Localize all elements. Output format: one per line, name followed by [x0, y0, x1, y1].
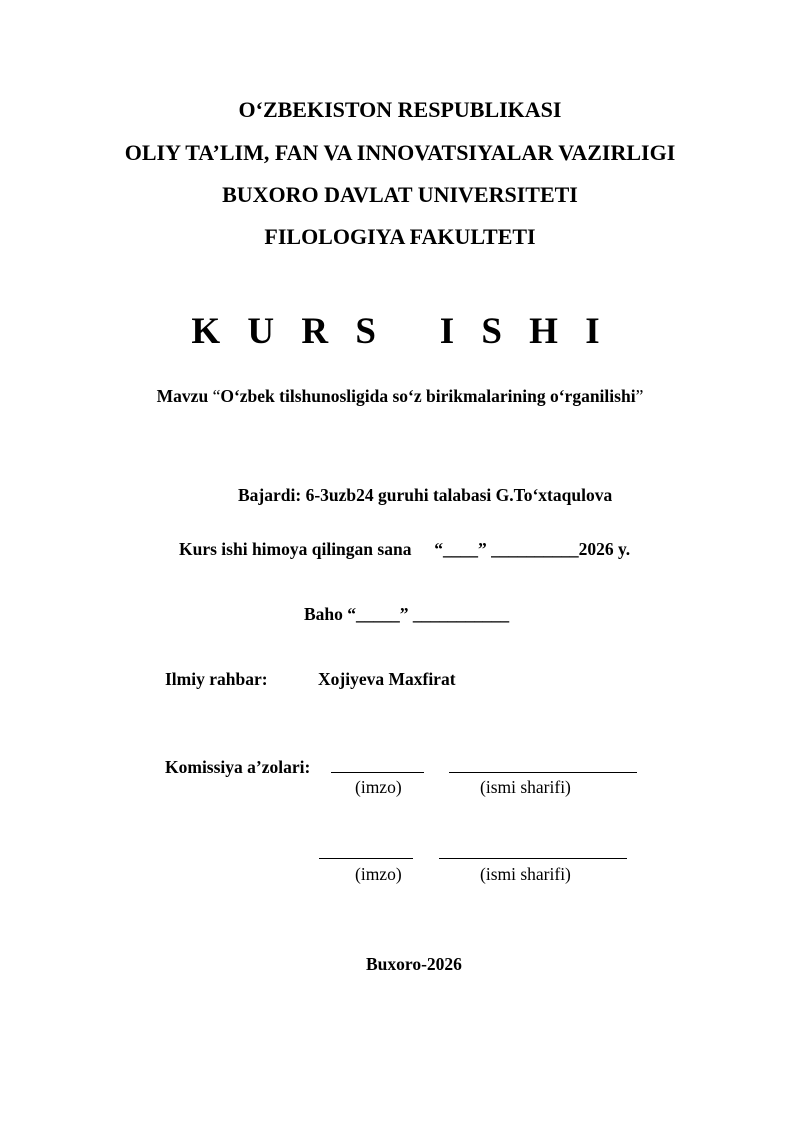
- grade-label: Baho: [304, 604, 343, 624]
- signature-caption-2: (imzo): [355, 864, 402, 884]
- place-year: Buxoro-2026: [366, 954, 462, 974]
- name-line-2: [439, 858, 627, 859]
- topic-text: O‘zbek tilshunosligida so‘z birikmalarining o‘rganilishi: [220, 386, 636, 406]
- topic-label: Mavzu: [156, 386, 209, 406]
- signature-line-2: [319, 858, 413, 859]
- name-caption-2: (ismi sharifi): [480, 864, 571, 884]
- grade-close-quote: ”: [399, 604, 409, 624]
- signature-line-1: [331, 772, 424, 773]
- supervisor-name: Xojiyeva Maxfirat: [318, 669, 456, 689]
- name-caption-1: (ismi sharifi): [480, 777, 571, 797]
- supervisor-label: Ilmiy rahbar:: [165, 669, 268, 689]
- commission-label: Komissiya a’zolari:: [165, 757, 311, 777]
- ministry-country: O‘ZBEKISTON RESPUBLIKASI: [238, 97, 562, 122]
- defense-month-blank: __________: [491, 539, 579, 559]
- grade-blank-2: ___________: [412, 604, 510, 624]
- defense-date-line: [179, 539, 630, 560]
- topic-open-quote: “: [212, 386, 221, 406]
- author-line: Bajardi: 6-3uzb24 guruhi talabasi G.To‘xtaqulova: [238, 485, 613, 505]
- defense-year: 2026 y.: [578, 539, 631, 559]
- defense-day-blank: ____: [442, 539, 478, 559]
- defense-label: Kurs ishi himoya qilingan sana: [179, 539, 412, 559]
- topic-close-quote: ”: [635, 386, 644, 406]
- document-title: K U R S I S H I: [191, 311, 609, 352]
- university-name: BUXORO DAVLAT UNIVERSITETI: [222, 182, 578, 207]
- defense-close-quote: ”: [477, 539, 487, 559]
- grade-open-quote: “: [347, 604, 357, 624]
- faculty-name: FILOLOGIYA FAKULTETI: [264, 224, 536, 249]
- name-line-1: [449, 772, 637, 773]
- defense-open-quote: “: [434, 539, 443, 559]
- ministry-name: OLIY TA’LIM, FAN VA INNOVATSIYALAR VAZIRLIGI: [124, 140, 676, 165]
- topic-line: [0, 386, 800, 407]
- grade-blank-1: _____: [356, 604, 400, 624]
- signature-caption-1: (imzo): [355, 777, 402, 797]
- grade-line: [304, 604, 509, 625]
